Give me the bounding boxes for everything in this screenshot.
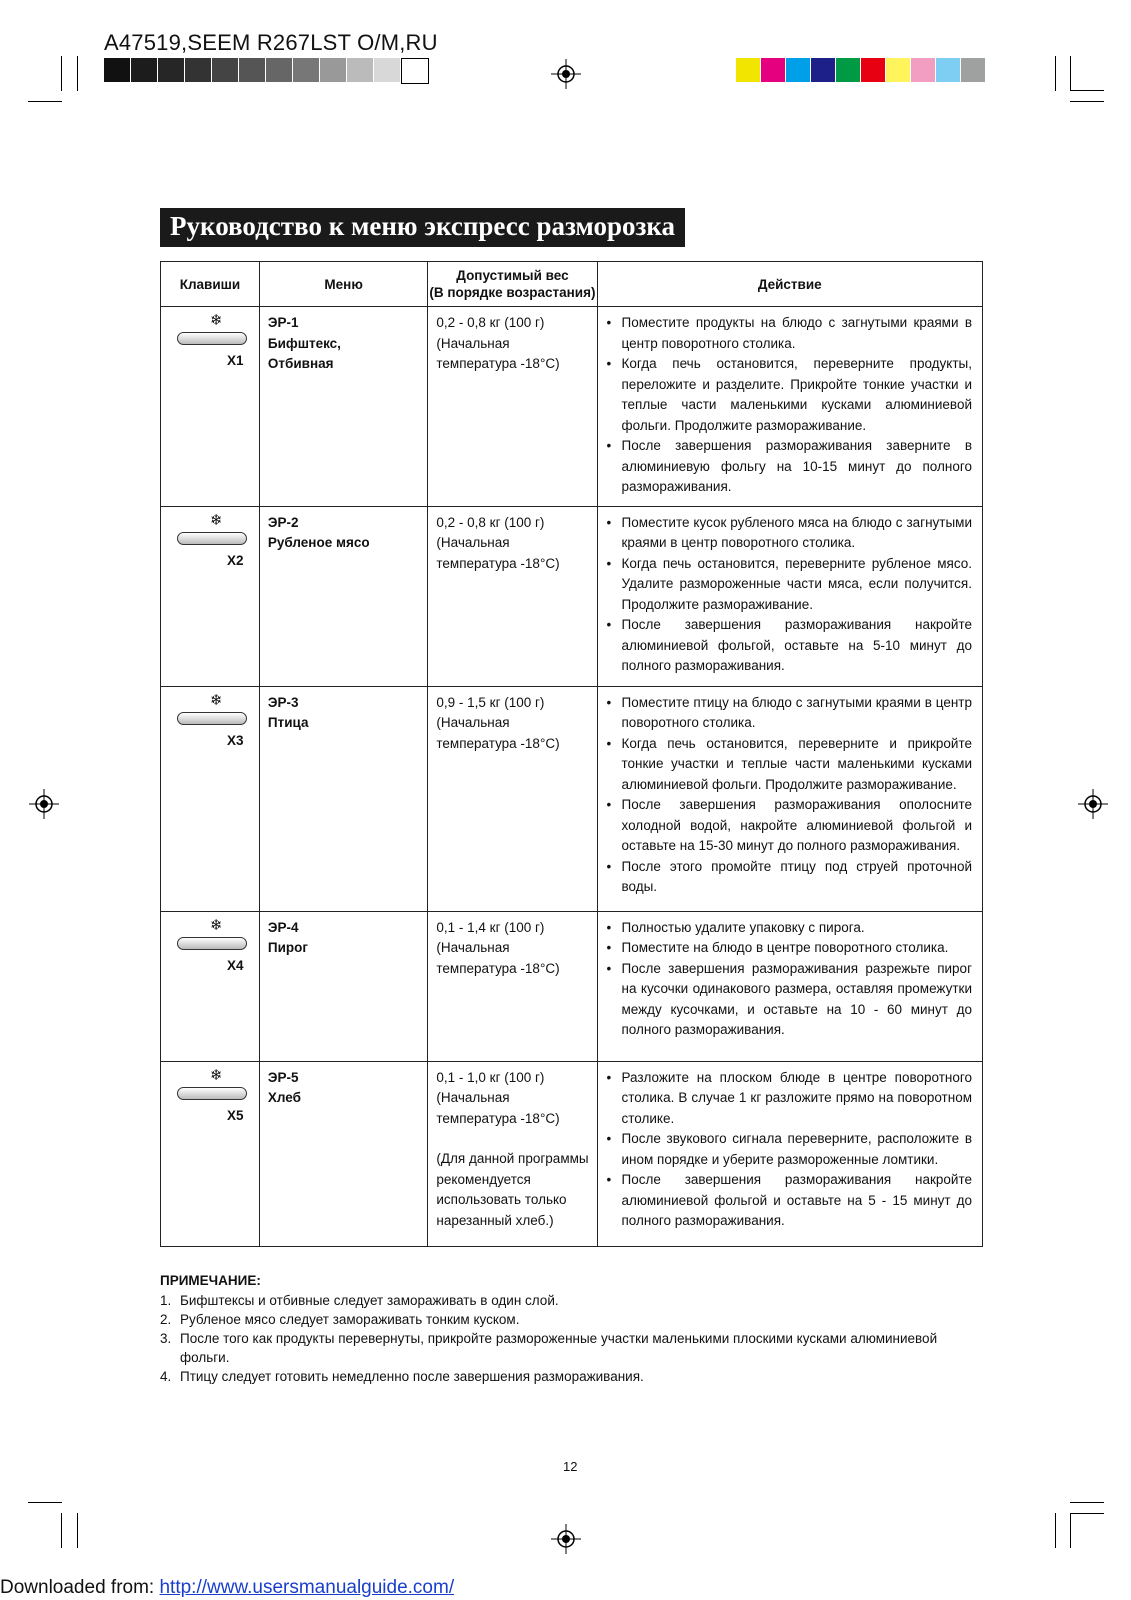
- menu-code: ЭР-4: [267, 919, 299, 935]
- action-cell: [597, 506, 983, 686]
- action-step: • Разложите на плоском блюде в центре поворотного столика. В случае 1 кг разложите прямо на поворотном столике.: [604, 1068, 973, 1130]
- footer-source: [0, 1577, 454, 1599]
- menu-code: ЭР-2: [267, 514, 299, 530]
- table-row: [161, 1061, 983, 1246]
- action-step: • После завершения размораживания заверните в алюминиевую фольгу на 10-15 минут до полного размораживания.: [604, 436, 973, 498]
- header-weight-line2: (В порядке возрастания): [429, 285, 596, 300]
- action-step: • Поместите птицу на блюдо с загнутыми краями в центр поворотного столика.: [604, 693, 973, 734]
- defrost-key-button[interactable]: [177, 532, 247, 545]
- grayscale-swatch: [104, 58, 131, 82]
- note-item: [160, 1310, 980, 1329]
- note-text: Рубленое мясо следует замораживать тонким куском.: [180, 1312, 520, 1327]
- table-header-row: [161, 262, 983, 307]
- crop-mark: [1070, 1502, 1104, 1503]
- start-temp-label: (Начальная: [436, 535, 510, 550]
- grayscale-swatch: [347, 58, 374, 82]
- menu-cell: [259, 911, 427, 1061]
- action-step: • Поместите кусок рубленого мяса на блюдо с загнутыми краями в центр поворотного столика.: [604, 513, 973, 554]
- registration-mark-icon: [551, 59, 581, 89]
- key-press-count: X2: [227, 552, 244, 568]
- crop-mark: [61, 1513, 62, 1548]
- start-temp-value: температура -18°C): [436, 1110, 560, 1126]
- grayscale-swatch: [131, 58, 158, 82]
- action-step: • После завершения размораживания разрежьте пирог на кусочки одинакового размера, оставляя промежутки между кусочками, и оставьте на 10 - 60 минут до полного размораживания.: [604, 959, 973, 1041]
- start-temp-label: (Начальная: [436, 335, 510, 351]
- action-list: [604, 693, 973, 898]
- note-number: 3.: [160, 1331, 172, 1346]
- key-press-count: X1: [227, 353, 244, 368]
- page-title: Руководство к меню экспресс разморозка: [160, 208, 685, 247]
- menu-name-2: Отбивная: [267, 356, 334, 371]
- menu-code: ЭР-3: [267, 694, 299, 710]
- start-temp-label: (Начальная: [436, 715, 510, 730]
- action-step: • После завершения размораживания накройте алюминиевой фольгой, оставьте на 5-10 минут до полного размораживания.: [604, 615, 973, 677]
- snowflake-icon: ❄: [210, 312, 223, 329]
- action-step: • Поместите на блюдо в центре поворотного столика.: [604, 938, 973, 959]
- program-note: (Для данной программы рекомендуется использовать только нарезанный хлеб.): [436, 1151, 589, 1228]
- action-step: • Когда печь остановится, переверните и прикройте тонкие участки и теплые части маленькими кусками алюминиевой фольги. Продолжите размораживание.: [604, 734, 973, 796]
- menu-cell: [259, 307, 427, 507]
- defrost-key-button[interactable]: [177, 712, 247, 725]
- action-step: • Полностью удалите упаковку с пирога.: [604, 918, 973, 939]
- footer-prefix: Downloaded from:: [0, 1577, 160, 1598]
- table-row: [161, 506, 983, 686]
- key-press-count: X5: [227, 1107, 244, 1123]
- menu-name: Хлеб: [267, 1090, 301, 1105]
- note-number: 2.: [160, 1312, 172, 1327]
- key-press-count: X3: [227, 732, 244, 748]
- color-calibration-bar: [736, 58, 986, 82]
- action-cell: [597, 911, 983, 1061]
- start-temp-value: температура -18°C): [436, 356, 560, 371]
- crop-mark: [1055, 56, 1056, 91]
- note-number: 4.: [160, 1369, 172, 1384]
- action-step: • После этого промойте птицу под струей проточной воды.: [604, 857, 973, 898]
- snowflake-icon: ❄: [210, 691, 223, 709]
- grayscale-swatch: [158, 58, 185, 82]
- grayscale-swatch: [212, 58, 239, 82]
- action-list: [604, 513, 973, 677]
- header-weight-line1: Допустимый вес: [456, 268, 569, 283]
- color-swatch: [736, 58, 761, 82]
- key-cell: [161, 506, 260, 686]
- action-step: • Когда печь остановится, переверните рубленое мясо. Удалите размороженные части мяса, если получится. Продолжите размораживание.: [604, 554, 973, 616]
- note-text: Птицу следует готовить немедленно после завершения размораживания.: [180, 1369, 644, 1384]
- snowflake-icon: ❄: [210, 1066, 223, 1084]
- grayscale-calibration-bar: [104, 58, 429, 84]
- color-swatch: [961, 58, 986, 82]
- action-list: [604, 313, 973, 498]
- key-cell: [161, 307, 260, 507]
- weight-cell: [428, 307, 597, 507]
- document-code: A47519,SEEM R267LST O/M,RU: [104, 30, 438, 55]
- start-temp-label: (Начальная: [436, 1090, 510, 1105]
- color-swatch: [936, 58, 961, 82]
- notes-list: [160, 1291, 980, 1386]
- key-cell: [161, 911, 260, 1061]
- color-swatch: [886, 58, 911, 82]
- color-swatch: [836, 58, 861, 82]
- menu-name: Рубленое мясо: [267, 535, 370, 550]
- crop-mark: [28, 1502, 62, 1503]
- action-cell: [597, 1061, 983, 1246]
- action-step: • Поместите продукты на блюдо с загнутыми краями в центр поворотного столика.: [604, 313, 973, 354]
- menu-cell: [259, 506, 427, 686]
- action-list: [604, 1068, 973, 1232]
- crop-mark: [1055, 1513, 1056, 1548]
- grayscale-swatch: [293, 58, 320, 82]
- color-swatch: [861, 58, 886, 82]
- weight-range: 0,1 - 1,4 кг (100 г): [436, 919, 545, 935]
- note-item: [160, 1367, 980, 1386]
- menu-code: ЭР-1: [267, 315, 299, 330]
- weight-cell: [428, 686, 597, 911]
- action-list: [604, 918, 973, 1041]
- key-press-count: X4: [227, 957, 244, 973]
- key-cell: [161, 1061, 260, 1246]
- start-temp-value: температура -18°C): [436, 960, 560, 976]
- table-row: [161, 686, 983, 911]
- menu-cell: [259, 686, 427, 911]
- start-temp-label: (Начальная: [436, 940, 510, 955]
- table-row: [161, 307, 983, 507]
- weight-cell: [428, 1061, 597, 1246]
- color-swatch: [786, 58, 811, 82]
- start-temp-value: температура -18°C): [436, 735, 560, 751]
- weight-cell: [428, 911, 597, 1061]
- table-row: [161, 911, 983, 1061]
- crop-mark: [77, 1513, 78, 1548]
- snowflake-icon: ❄: [210, 511, 223, 529]
- action-cell: [597, 307, 983, 507]
- crop-mark: [61, 56, 62, 91]
- menu-name: Бифштекс,: [267, 335, 341, 351]
- start-temp-value: температура -18°C): [436, 555, 560, 571]
- crop-mark: [1070, 90, 1104, 91]
- weight-range: 0,1 - 1,0 кг (100 г): [436, 1069, 545, 1085]
- defrost-key-button[interactable]: [177, 332, 247, 345]
- action-step: • После завершения размораживания ополосните холодной водой, накройте алюминиевой фольгой и оставьте на 15-30 минут до полного размораживания.: [604, 795, 973, 857]
- snowflake-icon: ❄: [210, 916, 223, 934]
- color-swatch: [911, 58, 936, 82]
- action-step: • После завершения размораживания накройте алюминиевой фольгой и оставьте на 5 - 15 минут до полного размораживания.: [604, 1170, 973, 1232]
- action-step: • После звукового сигнала переверните, расположите в ином порядке и уберите размороженные ломтики.: [604, 1129, 973, 1170]
- menu-cell: [259, 1061, 427, 1246]
- express-defrost-table: [160, 261, 983, 1247]
- crop-mark: [77, 56, 78, 91]
- crop-mark: [28, 101, 62, 102]
- header-keys: Клавиши: [161, 262, 260, 307]
- header-action: Действие: [597, 262, 983, 307]
- crop-mark: [1070, 101, 1104, 102]
- grayscale-swatch: [266, 58, 293, 82]
- grayscale-swatch: [401, 58, 429, 84]
- action-step: • Когда печь остановится, переверните продукты, переложите и разделите. Прикройте тонкие участки и теплые части маленькими кусками алюминиевой фольги. Продолжите размораживание.: [604, 354, 973, 436]
- menu-name: Пирог: [267, 940, 309, 955]
- registration-mark-icon: [551, 1524, 581, 1554]
- footer-link[interactable]: http://www.usersmanualguide.com/: [159, 1577, 455, 1598]
- note-text: Бифштексы и отбивные следует замораживать в один слой.: [180, 1293, 559, 1308]
- crop-mark: [1070, 1513, 1104, 1514]
- color-swatch: [761, 58, 786, 82]
- grayscale-swatch: [239, 58, 266, 82]
- color-swatch: [811, 58, 836, 82]
- grayscale-swatch: [185, 58, 212, 82]
- header-weight: [428, 262, 597, 307]
- note-number: 1.: [160, 1293, 172, 1308]
- crop-mark: [1070, 1513, 1071, 1548]
- action-cell: [597, 686, 983, 911]
- grayscale-swatch: [374, 58, 401, 82]
- menu-code: ЭР-5: [267, 1069, 299, 1085]
- weight-range: 0,9 - 1,5 кг (100 г): [436, 694, 545, 710]
- page-number: 12: [563, 1459, 578, 1474]
- grayscale-swatch: [320, 58, 347, 82]
- header-menu: Меню: [259, 262, 427, 307]
- note-item: [160, 1291, 980, 1310]
- defrost-key-button[interactable]: [177, 937, 247, 950]
- defrost-key-button[interactable]: [177, 1087, 247, 1100]
- menu-name: Птица: [267, 715, 309, 730]
- note-text: После того как продукты перевернуты, прикройте размороженные участки маленькими плоскими кусками алюминиевой фольги.: [180, 1331, 938, 1365]
- registration-mark-icon: [1078, 789, 1108, 819]
- weight-range: 0,2 - 0,8 кг (100 г): [436, 315, 545, 330]
- registration-mark-icon: [29, 789, 59, 819]
- key-cell: [161, 686, 260, 911]
- crop-mark: [1070, 56, 1071, 91]
- weight-range: 0,2 - 0,8 кг (100 г): [436, 514, 545, 530]
- notes-title: ПРИМЕЧАНИЕ:: [160, 1273, 261, 1288]
- weight-cell: [428, 506, 597, 686]
- note-item: [160, 1329, 980, 1367]
